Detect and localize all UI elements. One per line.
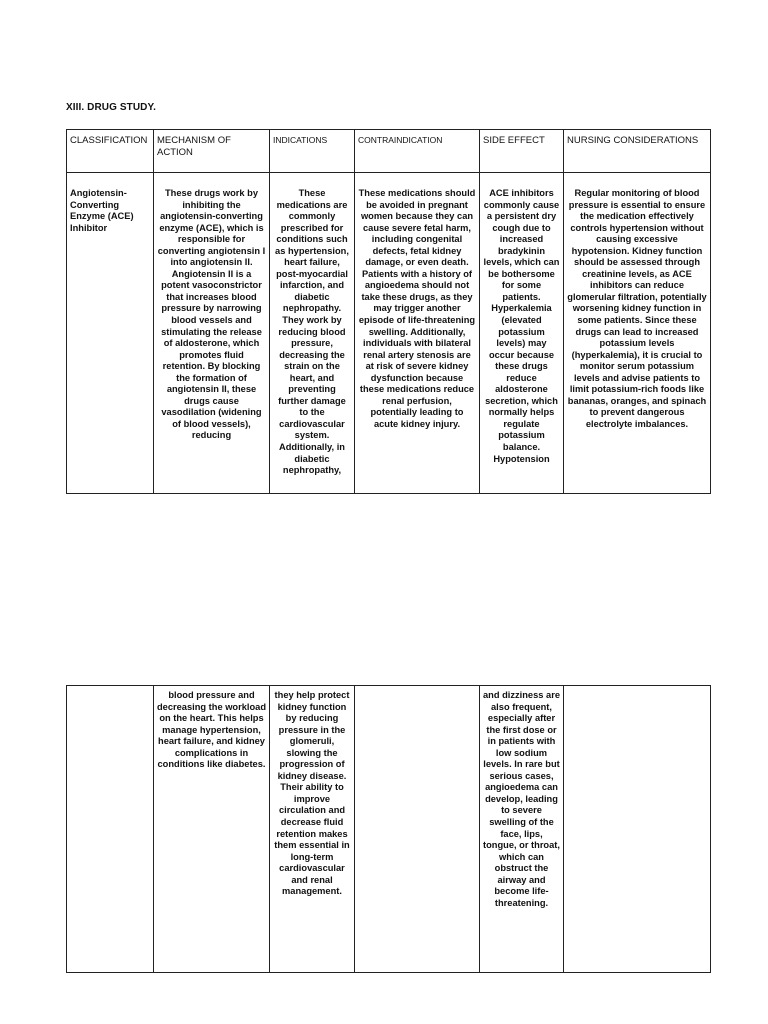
header-classification: CLASSIFICATION — [67, 130, 154, 173]
cell-mechanism: These drugs work by inhibiting the angiotensin-converting enzyme (ACE), which is responsible for converting angiotensin I into angiotensin II. Angiotensin II is a potent vasoconstrictor that increases blood pressure by narrowing blood vessels and stimulating the release of aldosterone, which promotes fluid retention. By blocking the formation of angiotensin II, these drugs cause vasodilation (widening of blood vessels), reducing — [154, 173, 270, 494]
cell-contraindication: These medications should be avoided in pregnant women because they can cause severe fetal harm, including congenital defects, fetal kidney damage, or even death. Patients with a history of angioedema should not take these drugs, as they may trigger another episode of life-threatening swelling. Additionally, individuals with bilateral renal artery stenosis are at risk of severe kidney dysfunction because these medications reduce renal perfusion, potentially leading to acute kidney injury. — [355, 173, 480, 494]
header-nursing-considerations: NURSING CONSIDERATIONS — [564, 130, 711, 173]
cell-classification: Angiotensin-Converting Enzyme (ACE) Inhibitor — [67, 173, 154, 494]
section-title: XIII. DRUG STUDY. — [66, 102, 157, 113]
drug-study-table-continued — [66, 685, 711, 973]
drug-study-table — [66, 129, 711, 494]
header-contraindication: CONTRAINDICATION — [355, 130, 480, 173]
cell-mechanism-cont: blood pressure and decreasing the workload on the heart. This helps manage hypertension, heart failure, and kidney complications in conditions like diabetes. — [154, 686, 270, 973]
table-row — [67, 686, 711, 973]
cell-classification-cont — [67, 686, 154, 973]
cell-side-effect: ACE inhibitors commonly cause a persistent dry cough due to increased bradykinin levels, which can be bothersome for some patients. Hyperkalemia (elevated potassium levels) may occur because these drugs reduce aldosterone secretion, which normally helps regulate potassium balance. Hypotension — [480, 173, 564, 494]
header-indications: INDICATIONS — [270, 130, 355, 173]
cell-indications: These medications are commonly prescribed for conditions such as hypertension, heart failure, post-myocardial infarction, and diabetic nephropathy. They work by reducing blood pressure, decreasing the strain on the heart, and preventing further damage to the cardiovascular system. Additionally, in diabetic nephropathy, — [270, 173, 355, 494]
header-side-effect: SIDE EFFECT — [480, 130, 564, 173]
cell-nursing-considerations-cont — [564, 686, 711, 973]
table-header-row — [67, 130, 711, 173]
header-mechanism: MECHANISM OF ACTION — [154, 130, 270, 173]
cell-side-effect-cont: and dizziness are also frequent, especially after the first dose or in patients with low sodium levels. In rare but serious cases, angioedema can develop, leading to severe swelling of the face, lips, tongue, or throat, which can obstruct the airway and become life-threatening. — [480, 686, 564, 973]
table-row — [67, 173, 711, 494]
cell-contraindication-cont — [355, 686, 480, 973]
cell-indications-cont: they help protect kidney function by reducing pressure in the glomeruli, slowing the progression of kidney disease. Their ability to improve circulation and decrease fluid retention makes them essential in long-term cardiovascular and renal management. — [270, 686, 355, 973]
cell-nursing-considerations: Regular monitoring of blood pressure is essential to ensure the medication effectively controls hypertension without causing excessive hypotension. Kidney function should be assessed through creatinine levels, as ACE inhibitors can reduce glomerular filtration, potentially worsening kidney function in some patients. Since these drugs can lead to increased potassium levels (hyperkalemia), it is crucial to monitor serum potassium levels and advise patients to limit potassium-rich foods like bananas, oranges, and spinach to prevent dangerous electrolyte imbalances. — [564, 173, 711, 494]
